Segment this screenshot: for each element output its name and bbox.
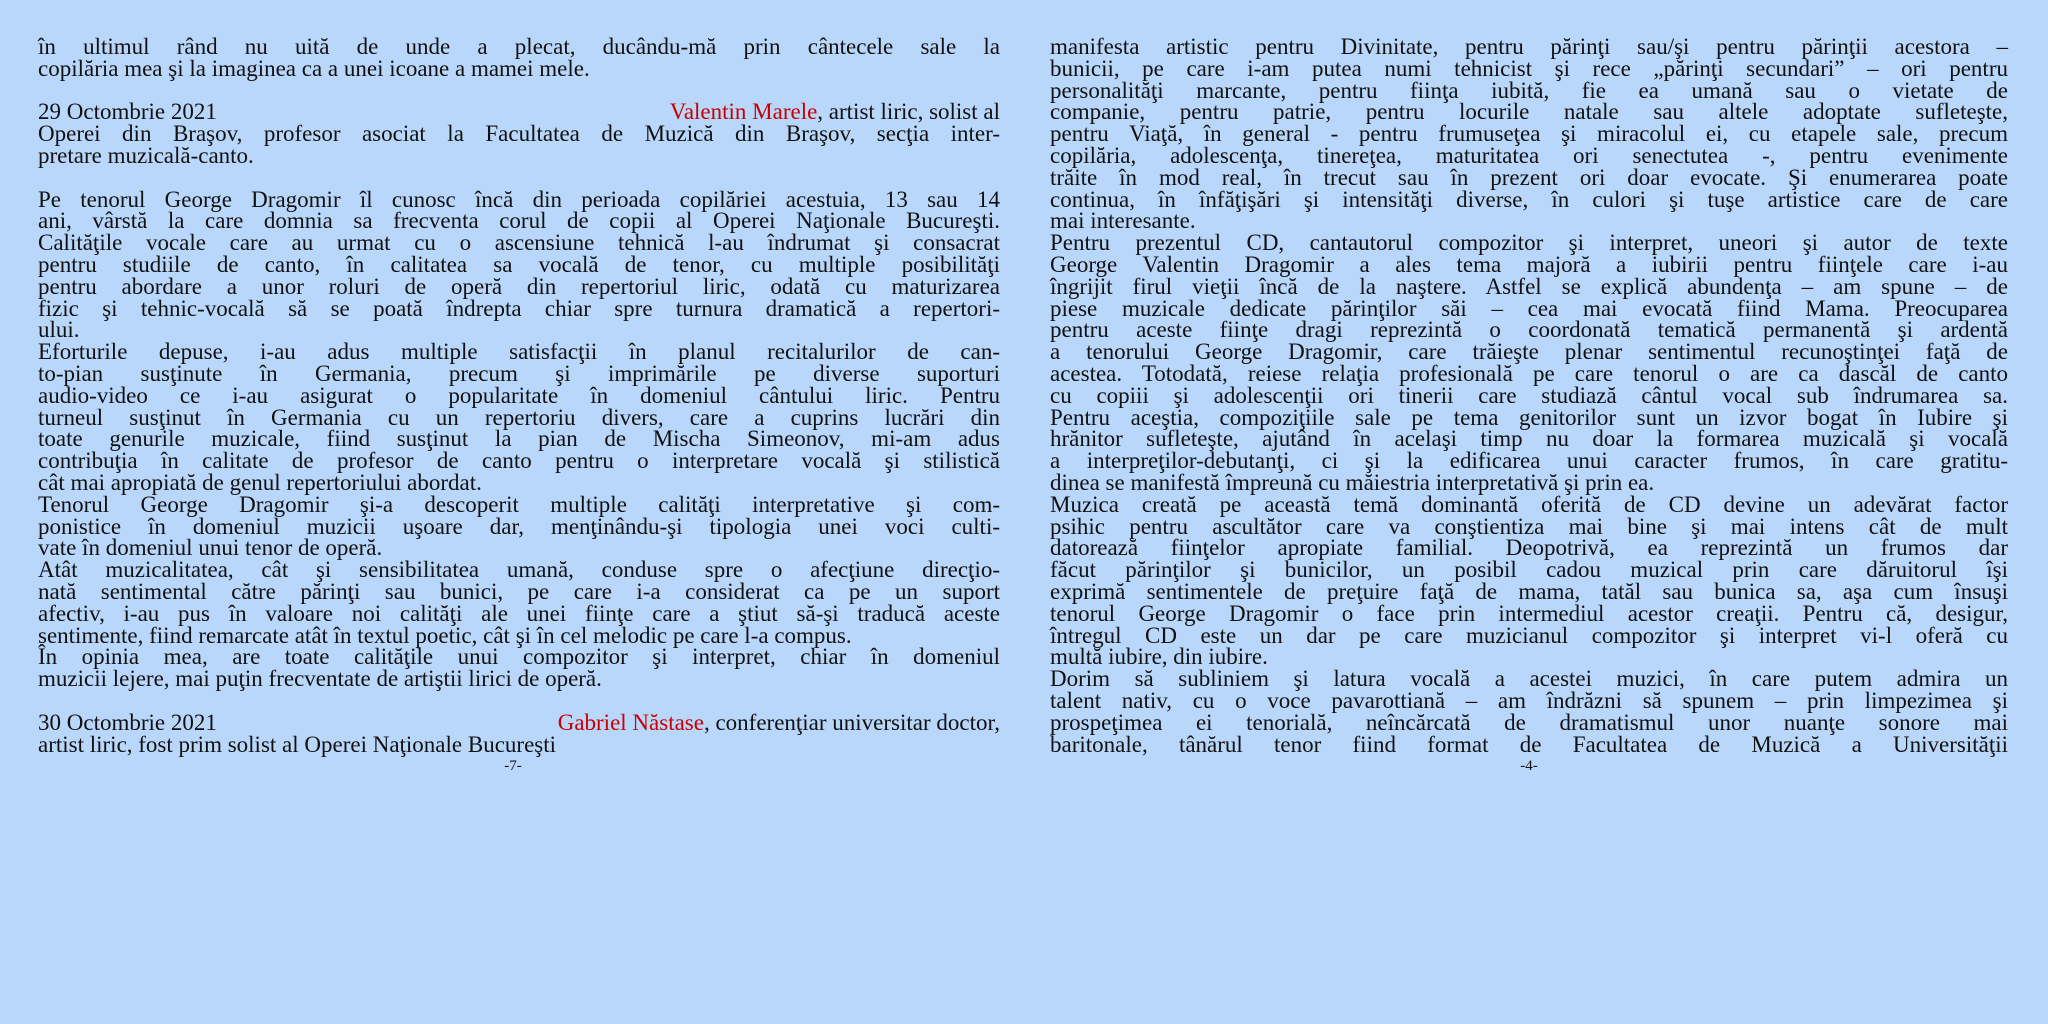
text-line: a tenorului George Dragomir, care trăieşte plenar sentimentul recunoştinţei faţă de [1050, 339, 2008, 365]
text-line: continua, în înfăţişări şi intensităţi diverse, în culori şi tuşe artistice care de care [1050, 186, 2008, 212]
text-line: manifesta artistic pentru Divinitate, pentru părinţi sau/şi pentru părinţii acestora – [1050, 34, 2008, 59]
text-line: to-pian susţinute în Germania, precum şi imprimările pe diverse suporturi [38, 360, 1000, 386]
text-line: datorează fiinţelor apropiate familial. Deopotrivă, ea reprezintă un frumos dar [1050, 535, 2008, 561]
text-line: trăite în mod real, în trecut sau în prezent ori doar evocate. Şi enumerarea poate [1050, 164, 2008, 190]
text-line: Eforturile depuse, i-au adus multiple satisfacţii în planul recitalurilor de can- [38, 339, 1000, 365]
text-line: George Valentin Dragomir a ales tema majoră a iubirii pentru fiinţele care i-au [1050, 251, 2008, 277]
text-line: contribuţia în calitate de profesor de canto pentru o interpretare vocală şi stilistică [38, 448, 1000, 474]
signature-author [670, 101, 1000, 123]
signature-date: 29 Octombrie 2021 [38, 99, 217, 125]
text-line: personalităţi marcante, pentru fiinţa iubită, fie ea umană sau o vietate de [1050, 77, 2008, 103]
text-line: Pentru prezentul CD, cantautorul compozitor şi interpret, uneori şi autor de texte [1050, 230, 2008, 256]
text-line: piese muzicale dedicate părinţilor săi – cea mai evocată fiind Mama. Preocuparea [1050, 295, 2008, 321]
signature-line [38, 101, 1000, 123]
text-line: ului. [38, 317, 80, 343]
text-line: Tenorul George Dragomir şi-a descoperit multiple calităţi interpretative şi com- [38, 491, 1000, 517]
text-line: cât mai apropiată de genul repertoriului abordat. [38, 469, 482, 495]
text-line: prospeţimea ei tenorială, neîncărcată de dramatismul unor nuanţe sonore mai [1050, 709, 2008, 735]
text-line: nată sentimental către părinţi sau bunici, pe care i-a considerat ca pe un suport [38, 578, 1000, 604]
author-name: Valentin Marele [669, 99, 818, 125]
text-line: dinea se manifestă împreună cu măiestria interpretativă şi prin ea. [1050, 469, 1655, 495]
text-line: vate în domeniul unui tenor de operă. [38, 535, 383, 561]
author-title: , conferenţiar universitar doctor, [703, 709, 1000, 735]
author-title: , artist liric, solist al [817, 99, 1000, 125]
text-line: pentru Viaţă, în general - pentru frumuseţea şi miracolul ei, cu etapele sale, precum [1050, 121, 2008, 147]
signature-author [557, 709, 1000, 735]
text-line: talent nativ, cu o voce pavarottiană – am îndrăzni să spunem – prin limpezimea şi [1050, 687, 2008, 713]
blank-line [38, 80, 1000, 102]
text-line: în ultimul rând nu uită de unde a plecat, ducându-mă prin cântecele sale la [38, 34, 1000, 59]
text-line: toate genurile muzicale, fiind susţinut la pian de Mischa Simeonov, mi-am adus [38, 426, 1000, 452]
text-line: pretare muzicală-canto. [38, 142, 254, 168]
text-line: companie, pentru patrie, pentru locurile natale sau altele adoptate sufleteşte, [1050, 99, 2008, 125]
text-line: făcut părinţilor şi bunicilor, un posibil cadou muzical prin care dăruitorul îşi [1050, 557, 2008, 583]
author-name: Gabriel Năstase [557, 709, 704, 735]
right-page-text [1050, 36, 2008, 755]
blank-line [38, 167, 1000, 189]
text-line: psihic pentru ascultător care va conştientiza mai bine şi mai intens cât de mult [1050, 513, 2008, 539]
text-line: turneul susţinut în Germania cu un repertoriu divers, care a cuprins lucrări din [38, 404, 1000, 430]
text-line: întregul CD este un dar pe care muzicianul compozitor şi interpret vi-l oferă cu [1050, 622, 2008, 648]
text-line: copilăria, adolescenţa, tinereţea, maturitatea ori senectutea -, pentru evenimente [1050, 142, 2008, 168]
text-line: Dorim să subliniem şi latura vocală a acestei muzici, în care putem admira un [1050, 666, 2008, 692]
text-line: baritonale, tânărul tenor fiind format de Facultatea de Muzică a Universităţii [1050, 731, 2008, 757]
text-line: pentru studiile de canto, în calitatea sa vocală de tenor, cu multiple posibilităţi [38, 251, 1000, 277]
signature-line [38, 709, 1000, 735]
text-line: bunicii, pe care i-am putea numi tehnicist şi rece „părinţi secundari” – ori pentru [1050, 55, 2008, 81]
text-line: Calităţile vocale care au urmat cu o ascensiune tehnică l-au îndrumat şi consacrat [38, 230, 1000, 256]
text-line: îngrijit firul vieţii încă de la naştere. Astfel se explică abundenţa – am spune – de [1050, 273, 2008, 299]
text-line: exprimă sentimentele de preţuire faţă de mama, tatăl sau bunica sa, aşa cum însuşi [1050, 578, 2008, 604]
text-line: multă iubire, din iubire. [1050, 644, 1268, 670]
text-line: mai interesante. [1050, 208, 1196, 234]
blank-line [38, 690, 1000, 712]
signature-date: 30 Octombrie 2021 [38, 709, 217, 735]
text-line: Operei din Braşov, profesor asociat la Facultatea de Muzică din Braşov, secţia inter- [38, 121, 1000, 147]
text-line: În opinia mea, are toate calităţile unui compozitor şi interpret, chiar în domeniul [38, 644, 1000, 670]
text-line: fizic şi tehnic-vocală să se poată îndrepta chiar spre turnura dramatică a repertori- [38, 295, 1000, 321]
text-line: tenorul George Dragomir o face prin intermediul acestor creaţii. Pentru că, desigur, [1050, 600, 2008, 626]
page-number-left: -7- [504, 758, 522, 774]
text-line: sentimente, fiind remarcate atât în textul poetic, cât şi în cel melodic pe care l-a compus. [38, 622, 852, 648]
text-line: ani, vârstă la care domnia sa frecventa corul de copii al Operei Naţionale Bucureşti. [38, 208, 1000, 234]
text-line: Pentru aceştia, compoziţiile sale pe tema genitorilor sunt un izvor bogat în Iubire şi [1050, 404, 2008, 430]
text-line: Atât muzicalitatea, cât şi sensibilitatea umană, conduse spre o afecţiune direcţio- [38, 557, 1000, 583]
left-page-text [38, 36, 1000, 755]
text-line: pentru abordare a unor roluri de operă din repertoriul liric, odată cu maturizarea [38, 273, 1000, 299]
text-line: pentru aceste fiinţe dragi reprezintă o coordonată tematică permanentă şi ardentă [1050, 317, 2008, 343]
page-number-right: -4- [1520, 758, 1538, 774]
text-line: artist liric, fost prim solist al Operei Naţionale Bucureşti [38, 731, 557, 757]
text-line: muzicii lejere, mai puţin frecventate de artiştii lirici de operă. [38, 666, 602, 692]
text-line: cu copiii şi adolescenţii ori tinerii care studiază cântul vocal sub îndrumarea sa. [1050, 382, 2008, 408]
text-line: ponistice în domeniul muzicii uşoare dar, menţinându-şi tipologia unei voci culti- [38, 513, 1000, 539]
text-line: Pe tenorul George Dragomir îl cunosc încă din perioada copilăriei acestuia, 13 sau 14 [38, 186, 1000, 212]
text-line: audio-video ce i-au asigurat o popularitate în domeniul cântului liric. Pentru [38, 382, 1000, 408]
text-line: acestea. Totodată, reiese relaţia profesională pe care tenorul o are ca dascăl de canto [1050, 360, 2008, 386]
text-line: afectiv, i-au pus în valoare noi calităţi ale unei fiinţe care a ştiut să-şi traducă aceste [38, 600, 1000, 626]
text-line: hrănitor sufleteşte, ajutând în acelaşi timp nu doar la formarea muzicală şi vocală [1050, 426, 2008, 452]
text-line: copilăria mea şi la imaginea ca a unei icoane a mamei mele. [38, 55, 590, 81]
text-line: a interpreţilor-debutanţi, ci şi la edificarea unui caracter frumos, în care gratitu- [1050, 448, 2008, 474]
text-line: Muzica creată pe această temă dominantă oferită de CD devine un adevărat factor [1050, 491, 2008, 517]
